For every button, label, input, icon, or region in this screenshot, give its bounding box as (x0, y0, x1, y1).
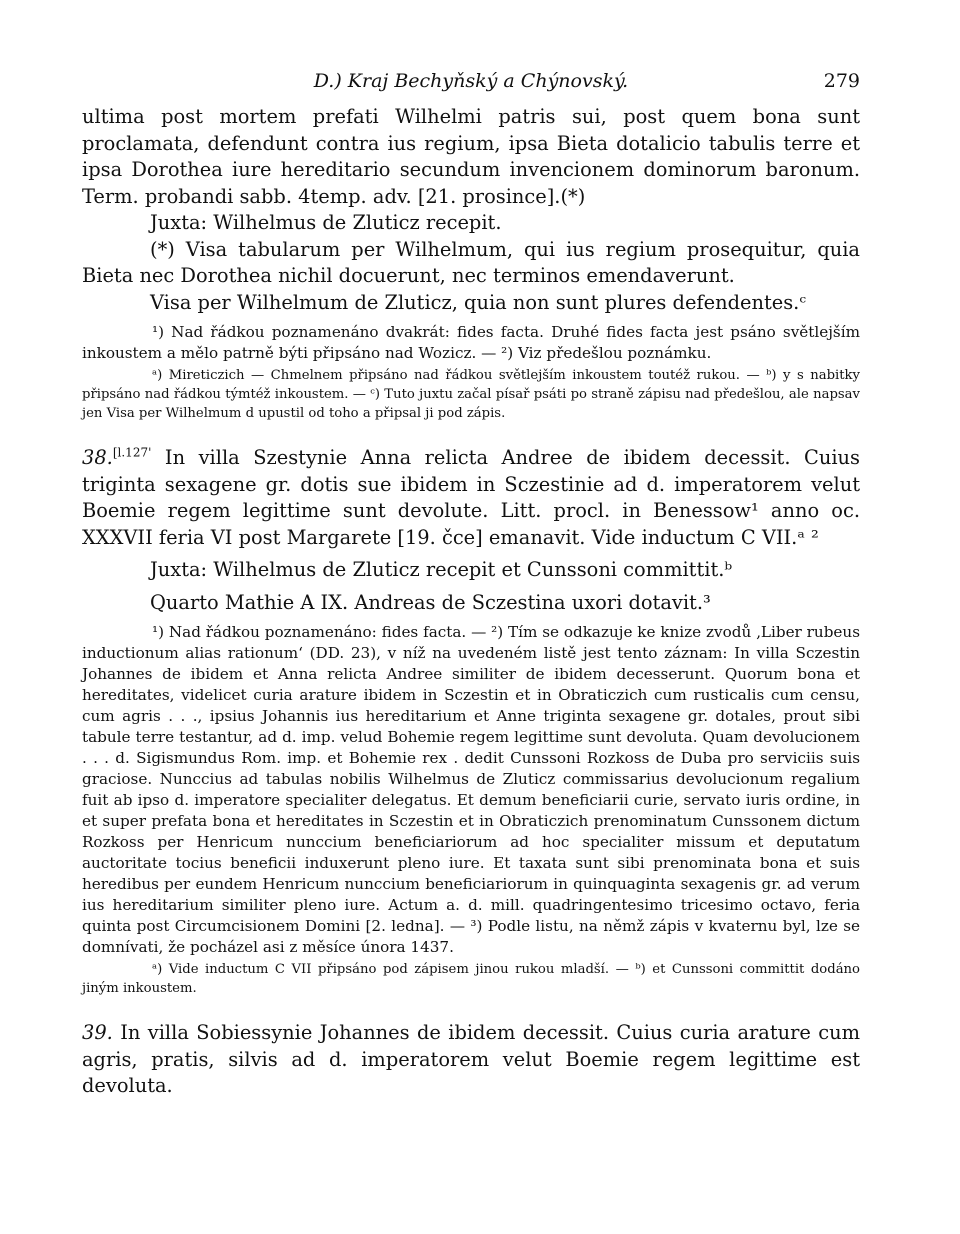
juxta-line: Juxta: Wilhelmus de Zluticz recepit et Cunssoni committit.ᵇ (150, 558, 733, 581)
footnote-block-2: ¹) Nad řádkou poznamenáno: fides facta. — ²) Tím se odkazuje ke knize zvodů ‚Liber rubeus inductionum alias rationum‘ (DD. 23), v níž na uvedeném listě jest tento záznam: In villa Sczestin Johannes de ibidem et Anna relicta Andree similiter de ibidem decesserunt. Quorum bona et hereditates, videlicet curia arature ibidem in Sczestin et in Obraticzich cum rusticalis cum censu, cum agris . . ., ipsius Johannis ius hereditarium et Anne triginta sexagene gr. dotales, prout sibi tabule terre testantur, ad d. imp. velud Bohemie regem legittime sunt devoluta. Quam devolucionem . . . d. Sigismundus Rom. imp. et Bohemie rex . dedit Cunssoni Rozkoss de Duba pro serviciis suis graciose. Nunccius ad tabulas nobilis Wilhelmus de Zluticz commissarius devolucionum regalium fuit ab ipso d. imperatore specialiter delegatus. Et demum beneficiarii curie, servato iuris ordine, in et super prefata bona et hereditates in Sczestin et in Obraticzich prenominatum Cunssonem dictum Rozkoss per Henricum nunccium beneficiariorum ad hoc specialiter missum et deputatum auctoritate tocius beneficii induxerunt pleno iure. Et taxata sunt sibi prenominata bona et suis heredibus per eundem Henricum nunccium beneficiariorum in quinquaginta sexagenis gr. ad verum ius hereditarium similiter pleno iure. Actum a. d. mill. quadringentesimo tricesimo octavo, feria quinta post Circumcisionem Domini [2. ledna]. — ³) Podle listu, na němž zápis v kvaternu byl, lze se domnívati, že pocházel asi z měsíce února 1437. (82, 623, 860, 956)
entry-text: In villa Sobiessynie Johannes de ibidem decessit. Cuius curia arature cum agris, pratis, silvis ad d. imperatorem velut Boemie regem legittime est devoluta. (82, 1021, 860, 1097)
footnote-block-1: ¹) Nad řádkou poznamenáno dvakrát: fides facta. Druhé fides facta jest psáno světlejším inkoustem a mělo patrně býti připsáno nad Wozicz. — ²) Viz předešlou poznámku. (82, 323, 860, 362)
juxta-line: Juxta: Wilhelmus de Zluticz recepit. (150, 211, 502, 234)
running-header (82, 70, 860, 104)
folio-reference: [l.127' (112, 445, 152, 460)
page-number: 279 (823, 70, 860, 92)
footnote-letters-1: ᵃ) Mireticzich — Chmelnem připsáno nad řádkou světlejším inkoustem toutéž rukou. — ᵇ) y s nabitky připsáno nad řádkou týmtéž inkoustem. — ᶜ) Tuto juxtu začal písař psáti po straně zápisu nad předešlou, ale napsav jen Visa per Wilhelmum d upustil od toho a připsal ji pod zápis. (82, 368, 860, 421)
quarto-line: Quarto Mathie A IX. Andreas de Sczestina uxori dotavit.³ (150, 590, 711, 614)
entry-number: 39. (82, 1021, 113, 1044)
entry-39 (82, 1020, 860, 1100)
running-title: D.) Kraj Bechyňský a Chýnovský. (313, 70, 629, 92)
paragraph-visa-per: Visa per Wilhelmum de Zluticz, quia non sunt plures defendentes.ᶜ (150, 290, 807, 314)
entry-38 (82, 445, 860, 551)
page (82, 70, 860, 1100)
paragraph-visa-tabularum: (*) Visa tabularum per Wilhelmum, qui ius regium prosequitur, quia Bieta nec Dorothea nichil docuerunt, nec terminos emendaverunt. (82, 237, 860, 287)
entry-number: 38. (82, 446, 113, 469)
paragraph-continuation: ultima post mortem prefati Wilhelmi patris sui, post quem bona sunt proclamata, defendunt contra ius regium, ipsa Bieta dotalicio tabulis terre et ipsa Dorothea iure hereditario secundum invencionem dominorum baronum. Term. probandi sabb. 4temp. adv. [21. prosince].(*) (82, 105, 860, 208)
entry-text: In villa Szestynie Anna relicta Andree de ibidem decessit. Cuius triginta sexagene gr. dotis sue ibidem in Sczestinie ad d. imperatorem velut Boemie regem legittime sunt devolute. Litt. procl. in Benessow¹ anno oc. XXXVII feria VI post Margarete [19. čce] emanavit. (82, 446, 860, 549)
vide-note: Vide inductum C VII.ᵃ ² (591, 525, 819, 549)
footnote-letters-2: ᵃ) Vide inductum C VII připsáno pod zápisem jinou rukou mladší. — ᵇ) et Cunssoni committit dodáno jiným inkoustem. (82, 962, 860, 996)
